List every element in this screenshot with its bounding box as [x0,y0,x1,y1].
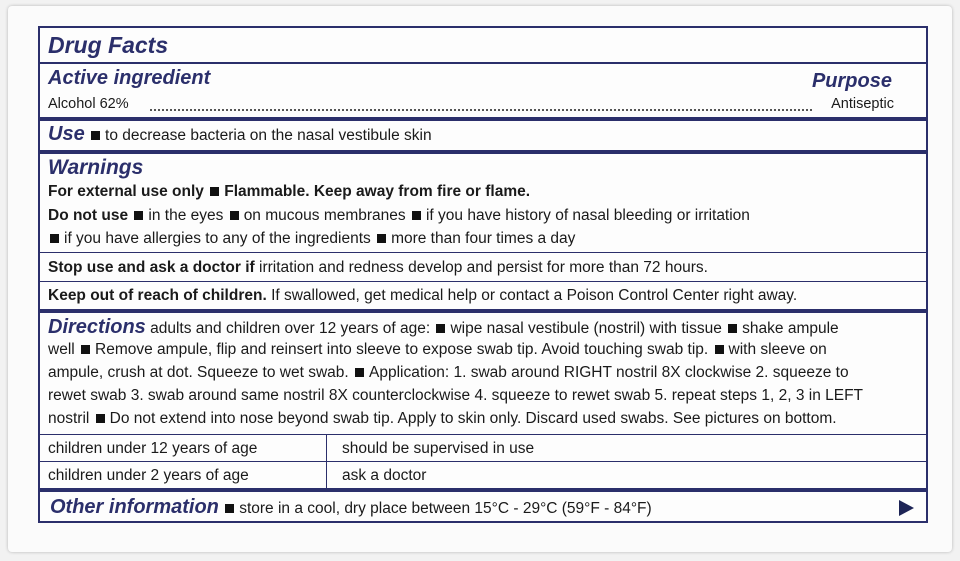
divider [40,117,926,121]
do-not-use-item: in the eyes [148,207,224,224]
table-cell-what: ask a doctor [342,467,427,484]
drug-facts-panel [38,26,928,523]
directions-line-2 [48,340,827,360]
table-cell-what: should be supervised in use [342,440,535,457]
drug-facts-title: Drug Facts [48,32,169,58]
flammable-text: Flammable. Keep away from fire or flame. [224,183,531,200]
divider [40,488,926,492]
other-information-heading: Other information [50,496,219,518]
do-not-use-item: if you have allergies to any of the ingredients [64,230,371,247]
bullet-icon [81,345,90,354]
directions-text: adults and children over 12 years of age: [150,320,431,337]
directions-text: nostril [48,410,90,427]
directions-text: Remove ampule, flip and reinsert into sleeve to expose swab tip. Avoid touching swab tip. [95,341,709,358]
bullet-icon [225,504,234,513]
bullet-icon [728,324,737,333]
bullet-icon [355,368,364,377]
directions-line-3 [48,363,849,383]
bullet-icon [210,187,219,196]
warnings-heading: Warnings [48,156,144,179]
bullet-icon [91,131,100,140]
stop-use-label: Stop use and ask a doctor if [48,259,255,276]
bullet-icon [230,211,239,220]
warnings-external [48,182,530,202]
use-text: to decrease bacteria on the nasal vestibule skin [105,127,432,144]
directions-text: rewet swab 3. swab around same nostril 8X counterclockwise 4. squeeze to rewet swab 5. repeat steps 1, 2, 3 in LEFT [48,387,864,404]
bullet-icon [96,414,105,423]
stop-use-text: irritation and redness develop and persist for more than 72 hours. [259,259,708,276]
bullet-icon [436,324,445,333]
keep-out-text: If swallowed, get medical help or contact a Poison Control Center right away. [271,287,798,304]
divider [40,252,926,253]
bullet-icon [377,234,386,243]
do-not-use-label: Do not use [48,207,129,224]
directions-text: with sleeve on [728,341,827,358]
directions-text: Application: 1. swab around RIGHT nostril 8X clockwise 2. squeeze to [369,364,849,381]
other-information-text: store in a cool, dry place between 15°C - 29°C (59°F - 84°F) [239,500,652,517]
do-not-use-item: on mucous membranes [243,207,406,224]
other-information-line [50,497,652,519]
warnings-stop-use [48,258,708,278]
purpose-heading: Purpose [811,70,892,92]
directions-heading: Directions [48,316,146,338]
active-ingredient-heading: Active ingredient [48,67,211,89]
bullet-icon [412,211,421,220]
directions-line-5 [48,409,837,429]
purpose-text: Antiseptic [831,96,894,112]
directions-text: well [48,341,75,358]
keep-out-label: Keep out of reach of children. [48,287,267,304]
table-column-divider [326,434,327,489]
table-cell-who: children under 2 years of age [48,467,249,484]
directions-text: Do not extend into nose beyond swab tip. Apply to skin only. Discard used swabs. See pictures on bottom. [109,410,837,427]
warnings-do-not-use-cont [48,229,575,249]
directions-line-1 [48,317,839,339]
bullet-icon [134,211,143,220]
directions-text: shake ampule [742,320,839,337]
do-not-use-item: if you have history of nasal bleeding or irritation [425,207,750,224]
divider [40,62,926,64]
dotted-leader [150,109,812,111]
warnings-keep-out [48,286,797,306]
external-label: For external use only [48,183,204,200]
table-top-border [40,434,926,435]
ingredient-text: Alcohol 62% [48,96,129,112]
table-cell-who: children under 12 years of age [48,440,258,457]
do-not-use-item: more than four times a day [391,230,576,247]
use-heading: Use [48,123,85,145]
warnings-do-not-use [48,206,750,226]
divider [40,309,926,313]
table-row-border [40,461,926,462]
bullet-icon [50,234,59,243]
use-line [48,124,432,146]
bullet-icon [715,345,724,354]
divider [40,150,926,154]
directions-line-4 [48,386,863,406]
directions-text: wipe nasal vestibule (nostril) with tissue [450,320,722,337]
directions-text: ampule, crush at dot. Squeeze to wet swab. [48,364,349,381]
divider [40,281,926,282]
play-arrow-icon[interactable] [899,500,914,516]
